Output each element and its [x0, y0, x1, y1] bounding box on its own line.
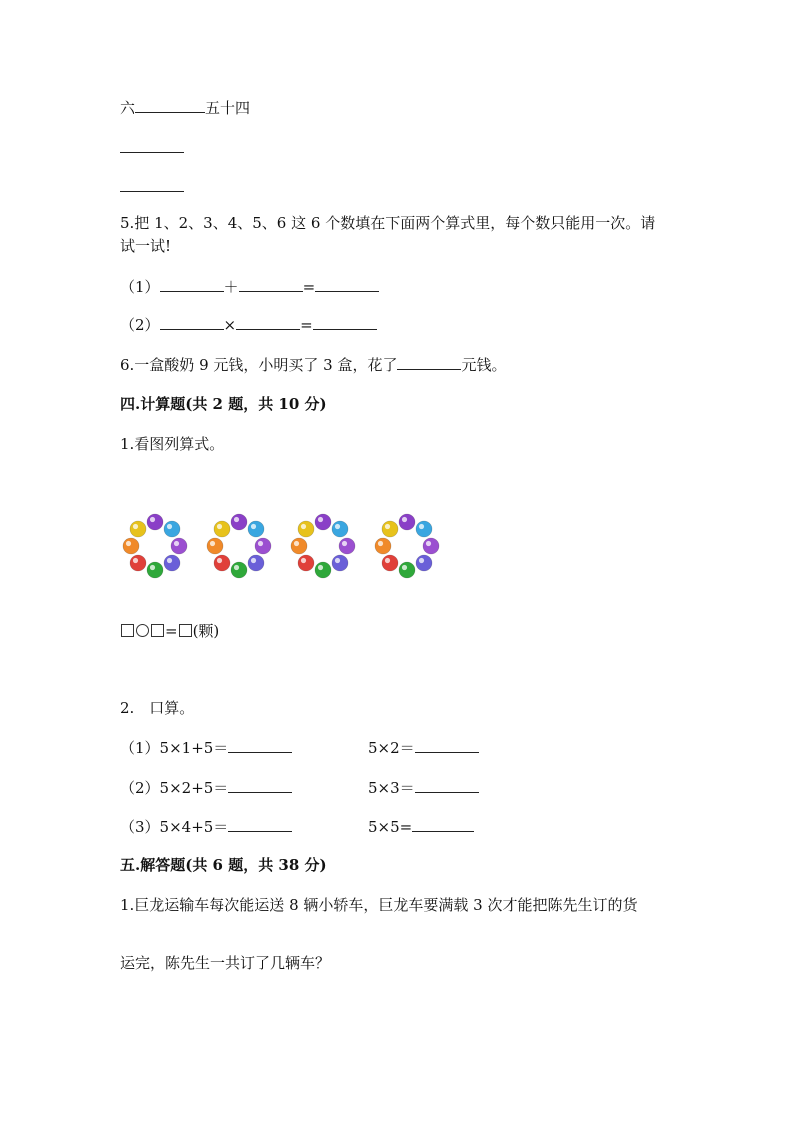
picture-formula [120, 620, 219, 642]
answer-blank[interactable] [415, 776, 479, 793]
calc-left: （3）5×4+5＝ [120, 818, 229, 836]
bead-highlight [234, 565, 239, 570]
bead [164, 521, 180, 537]
bead-highlight [318, 517, 323, 522]
bead-highlight [426, 541, 431, 546]
answer-blank[interactable] [135, 96, 205, 113]
answer-blank[interactable] [160, 313, 224, 330]
section-4-q1: 1.看图列算式。 [120, 435, 225, 453]
bead-ring [123, 514, 187, 578]
beads-illustration [118, 506, 458, 586]
bead-ring [207, 514, 271, 578]
bead [248, 555, 264, 571]
bead-highlight [133, 558, 138, 563]
bead [298, 521, 314, 537]
formula-unit: (颗) [192, 622, 220, 640]
bead-highlight [217, 524, 222, 529]
calc-left: （1）5×1+5＝ [120, 739, 229, 757]
bead-highlight [150, 517, 155, 522]
sub2-eq: = [300, 316, 313, 334]
bead [315, 562, 331, 578]
bead-highlight [385, 524, 390, 529]
answer-blank[interactable] [120, 152, 184, 153]
sub1-op: ＋ [223, 278, 239, 296]
bead [382, 555, 398, 571]
row-top-right: 五十四 [205, 99, 251, 117]
fill-row-top [120, 96, 250, 119]
bead [416, 521, 432, 537]
bead-highlight [419, 524, 424, 529]
bead [147, 562, 163, 578]
bead-highlight [251, 524, 256, 529]
answer-blank[interactable] [415, 736, 479, 753]
calc-item [120, 736, 292, 759]
bead-highlight [301, 524, 306, 529]
q6-text-before: 6.一盒酸奶 9 元钱，小明买了 3 盒，花了 [120, 356, 398, 374]
bead-highlight [150, 565, 155, 570]
formula-eq: = [165, 622, 178, 640]
bead [423, 538, 439, 554]
bead [231, 562, 247, 578]
answer-blank[interactable] [313, 313, 377, 330]
q6-text-after: 元钱。 [461, 356, 507, 374]
bead [382, 521, 398, 537]
bead [332, 555, 348, 571]
bead [164, 555, 180, 571]
answer-blank[interactable] [120, 191, 184, 192]
answer-blank[interactable] [236, 313, 300, 330]
bead-highlight [167, 558, 172, 563]
answer-blank[interactable] [228, 776, 292, 793]
question-6 [120, 353, 507, 376]
calc-item [120, 776, 292, 799]
bead [399, 562, 415, 578]
bead-highlight [318, 565, 323, 570]
bead-highlight [126, 541, 131, 546]
bead-highlight [251, 558, 256, 563]
bead [147, 514, 163, 530]
bead-highlight [234, 517, 239, 522]
bead-highlight [133, 524, 138, 529]
bead-highlight [419, 558, 424, 563]
calc-item [368, 776, 479, 799]
circle-icon [136, 624, 149, 637]
section-5-title: 五.解答题(共 6 题，共 38 分) [120, 856, 327, 874]
sub1-label: （1） [120, 278, 160, 296]
question-5-sub2 [120, 313, 377, 336]
bead [399, 514, 415, 530]
bead-highlight [385, 558, 390, 563]
calc-right: 5×5= [368, 818, 413, 836]
bead [416, 555, 432, 571]
bead [339, 538, 355, 554]
bead-highlight [342, 541, 347, 546]
bead-highlight [258, 541, 263, 546]
bead-ring [375, 514, 439, 578]
answer-blank[interactable] [412, 815, 474, 832]
calc-item [368, 815, 474, 838]
calc-item [368, 736, 479, 759]
section-5-q1-line1: 1.巨龙运输车每次能运送 8 辆小轿车，巨龙车要满载 3 次才能把陈先生订的货 [120, 896, 638, 914]
box-icon [121, 624, 134, 637]
bead-ring [291, 514, 355, 578]
sub2-op: × [223, 316, 237, 334]
calc-right: 5×2＝ [368, 739, 415, 757]
bead [248, 521, 264, 537]
answer-blank[interactable] [315, 275, 379, 292]
bead-highlight [335, 558, 340, 563]
answer-blank[interactable] [228, 736, 292, 753]
bead-highlight [402, 565, 407, 570]
question-5-sub1 [120, 275, 379, 298]
bead [214, 521, 230, 537]
bead-highlight [217, 558, 222, 563]
bead-highlight [301, 558, 306, 563]
bead-highlight [402, 517, 407, 522]
question-5-line1: 5.把 1、2、3、4、5、6 这 6 个数填在下面两个算式里，每个数只能用一次。请 [120, 214, 656, 232]
answer-blank[interactable] [239, 275, 303, 292]
question-5-line2: 试一试! [120, 237, 172, 255]
bead [291, 538, 307, 554]
sub1-eq: = [302, 278, 316, 296]
bead-highlight [210, 541, 215, 546]
bead [207, 538, 223, 554]
bead-highlight [335, 524, 340, 529]
bead [123, 538, 139, 554]
bead-highlight [167, 524, 172, 529]
bead-highlight [174, 541, 179, 546]
bead [130, 521, 146, 537]
bead [231, 514, 247, 530]
bead [214, 555, 230, 571]
section-4-title: 四.计算题(共 2 题，共 10 分) [120, 395, 327, 413]
section-5-q1-line2: 运完，陈先生一共订了几辆车？ [120, 954, 331, 972]
answer-blank[interactable] [228, 815, 292, 832]
box-icon [179, 624, 192, 637]
answer-blank[interactable] [397, 353, 461, 370]
bead-highlight [294, 541, 299, 546]
bead-highlight [378, 541, 383, 546]
bead [315, 514, 331, 530]
bead [171, 538, 187, 554]
calc-right: 5×3＝ [368, 779, 415, 797]
bead [298, 555, 314, 571]
bead [332, 521, 348, 537]
calc-left: （2）5×2+5＝ [120, 779, 229, 797]
calc-item [120, 815, 292, 838]
answer-blank[interactable] [160, 275, 224, 292]
bead [375, 538, 391, 554]
sub2-label: （2） [120, 316, 160, 334]
section-4-q2: 2. 口算。 [120, 699, 195, 717]
bead [130, 555, 146, 571]
box-icon [151, 624, 164, 637]
bead [255, 538, 271, 554]
row-top-left: 六 [120, 99, 136, 117]
